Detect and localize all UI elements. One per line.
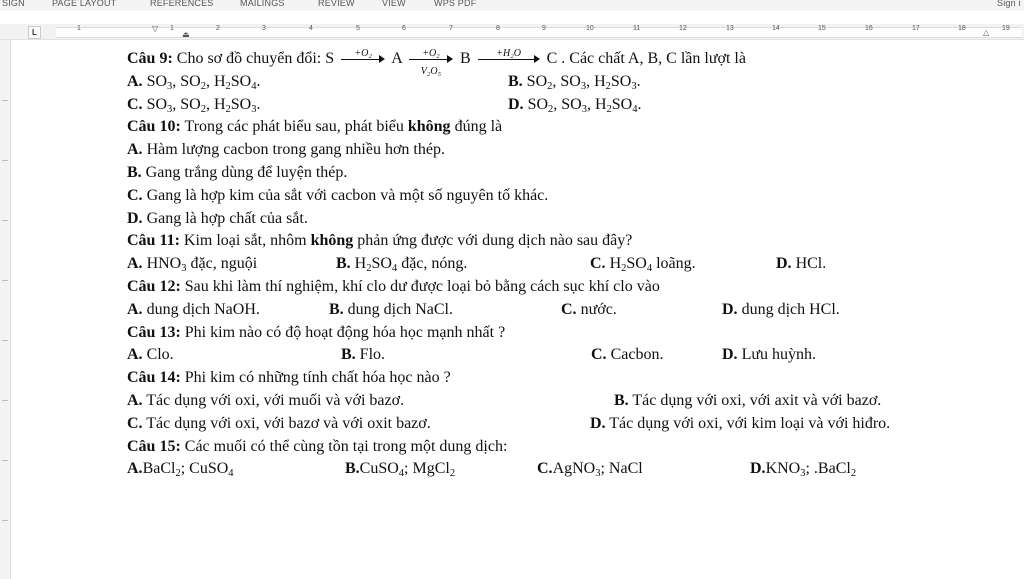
- option-d: D. $SO_2$, $SO_3$, $H_2SO_4$.: [508, 95, 642, 115]
- tab-references[interactable]: REFERENCES: [150, 0, 214, 8]
- reaction-arrow: [409, 48, 453, 78]
- question-12-stem: [127, 276, 1017, 299]
- option-a: A.BaCl$_2$; CuSO$_4$: [127, 460, 234, 480]
- ruler-number: 4: [309, 25, 313, 32]
- ruler-number: 12: [679, 25, 687, 32]
- question-label: Câu 14:: [127, 369, 181, 387]
- right-indent-icon[interactable]: △: [983, 28, 990, 37]
- question-label: Câu 9:: [127, 50, 173, 67]
- option-d: D. dung dịch HCl.: [722, 300, 840, 318]
- question-text: C . Các chất A, B, C lần lượt là: [546, 50, 746, 67]
- reaction-arrow: [478, 48, 540, 66]
- ruler-number: 6: [402, 25, 406, 32]
- arrow-reagent: +H₂O: [496, 48, 521, 60]
- horizontal-ruler[interactable]: [0, 24, 1024, 40]
- ruler-number: 16: [865, 25, 873, 32]
- sign-in-link[interactable]: Sign i: [997, 0, 1021, 8]
- question-11-options: [127, 253, 1017, 276]
- question-text: Trong các phát biểu sau, phát biểu: [184, 118, 404, 136]
- ruler-number: 8: [496, 25, 500, 32]
- tab-page-layout[interactable]: PAGE LAYOUT: [52, 0, 117, 8]
- question-label: Câu 15:: [127, 437, 181, 455]
- question-15-options: [127, 458, 1017, 481]
- ruler-number: 3: [262, 25, 266, 32]
- tab-review[interactable]: REVIEW: [318, 0, 355, 8]
- tab-wps-pdf[interactable]: WPS PDF: [434, 0, 477, 8]
- question-text: Phi kim nào có độ hoạt động hóa học mạnh nhất ?: [184, 323, 506, 341]
- first-line-indent-icon[interactable]: ▽: [152, 24, 159, 33]
- question-label: Câu 10:: [127, 118, 181, 136]
- question-text: Sau khi làm thí nghiệm, khí clo dư được loại bỏ bằng cách sục khí clo vào: [184, 277, 660, 295]
- question-text: Kim loại sắt, nhôm: [183, 232, 307, 250]
- question-14-options-row-2: [127, 413, 1017, 436]
- ruler-number: 15: [818, 25, 826, 32]
- question-text: Cho sơ đồ chuyển đổi: S: [176, 50, 335, 67]
- ruler-number: 7: [449, 25, 453, 32]
- option-c: C. $SO_3$, $SO_2$, $H_2SO_3$.: [127, 95, 261, 115]
- question-text: Phi kim có những tính chất hóa học nào ?: [184, 369, 451, 387]
- emphasis-text: không: [310, 232, 354, 250]
- ruler-number: 9: [542, 25, 546, 32]
- option-c: C. $H_2SO_4$ loãng.: [590, 255, 696, 275]
- question-10-stem: [127, 116, 1017, 139]
- arrow-reagent: +O₂: [354, 48, 372, 60]
- ruler-number: 10: [586, 25, 594, 32]
- question-label: Câu 13:: [127, 323, 181, 341]
- question-text: đúng là: [454, 118, 503, 136]
- question-9-stem: [127, 48, 1017, 78]
- tab-stop-selector[interactable]: L: [28, 26, 41, 39]
- question-15-stem: [127, 436, 1017, 459]
- reaction-arrow: [341, 48, 385, 66]
- option-a: A. $HNO_3$ đặc, nguội: [127, 255, 258, 275]
- ruler-number: 1: [77, 25, 81, 32]
- question-text: Các muối có thể cùng tồn tại trong một dung dịch:: [184, 437, 508, 455]
- option-a: A. Clo.: [127, 346, 174, 364]
- vertical-ruler[interactable]: [0, 40, 11, 579]
- ruler-number: 19: [1002, 25, 1010, 32]
- question-label: Câu 12:: [127, 277, 181, 295]
- question-13-options: [127, 344, 1017, 367]
- option-c: C. nước.: [561, 300, 617, 318]
- ribbon-tab-bar: [0, 0, 1024, 11]
- option-a: A. Hàm lượng cacbon trong gang nhiều hơn thép.: [127, 141, 445, 159]
- ruler-number: 11: [633, 25, 641, 32]
- option-d: D. Gang là hợp chất của sắt.: [127, 209, 308, 227]
- option-b: B. dung dịch NaCl.: [329, 300, 453, 318]
- node-a: A: [391, 50, 402, 67]
- question-9-options-row-1: [127, 71, 1017, 94]
- option-b: B. Flo.: [341, 346, 386, 364]
- question-14-stem: [127, 367, 1017, 390]
- question-12-options: [127, 299, 1017, 322]
- ruler-number: 14: [772, 25, 780, 32]
- option-b: B.CuSO$_4$; MgCl$_2$: [345, 460, 456, 480]
- option-b: B. $SO_2$, $SO_3$, $H_2SO_3$.: [508, 72, 641, 92]
- option-c: C.AgNO$_3$; NaCl: [537, 460, 643, 480]
- question-11-stem: [127, 230, 1017, 253]
- question-14-options-row-1: [127, 390, 1017, 413]
- option-a: A. Tác dụng với oxi, với muối và với bazơ.: [127, 391, 405, 409]
- arrow-reagent: +O₂: [422, 48, 440, 60]
- arrow-catalyst: V₂O₅: [420, 66, 442, 78]
- ruler-number: 2: [216, 25, 220, 32]
- option-c: C. Cacbon.: [591, 346, 664, 364]
- ruler-track: [56, 27, 1022, 38]
- option-b: B. Gang trắng dùng để luyện thép.: [127, 163, 348, 181]
- option-d: D. Tác dụng với oxi, với kim loại và với hiđro.: [590, 414, 891, 432]
- option-b: B. $H_2SO_4$ đặc, nóng.: [336, 255, 468, 275]
- question-9-options-row-2: [127, 94, 1017, 117]
- ruler-number: 5: [356, 25, 360, 32]
- option-a: A. $SO_3$, $SO_2$, $H_2SO_4$.: [127, 72, 261, 92]
- option-b: B. Tác dụng với oxi, với axit và với bazơ.: [614, 391, 882, 409]
- ruler-number: 13: [726, 25, 734, 32]
- tab-mailings[interactable]: MAILINGS: [240, 0, 285, 8]
- node-b: B: [459, 50, 471, 67]
- question-13-stem: [127, 322, 1017, 345]
- option-d: $D.KNO_3$; .BaCl$_2$: [750, 460, 857, 480]
- tab-design[interactable]: SIGN: [2, 0, 25, 8]
- option-d: D. Lưu huỳnh.: [722, 346, 817, 364]
- option-c: C. Gang là hợp kim của sắt với cacbon và một số nguyên tố khác.: [127, 186, 549, 204]
- question-text: phản ứng được với dung dịch nào sau đây?: [357, 232, 633, 250]
- emphasis-text: không: [407, 118, 451, 136]
- option-d: D. HCl.: [776, 255, 827, 273]
- ruler-number: 17: [912, 25, 920, 32]
- option-a: A. dung dịch NaOH.: [127, 300, 260, 318]
- tab-view[interactable]: VIEW: [382, 0, 406, 8]
- left-indent-icon[interactable]: ⏏: [182, 30, 190, 39]
- ruler-number: 18: [958, 25, 966, 32]
- ruler-number: 1: [170, 25, 174, 32]
- question-label: Câu 11:: [127, 232, 180, 250]
- document-page[interactable]: [127, 48, 1017, 481]
- option-c: C. Tác dụng với oxi, với bazơ và với oxit bazơ.: [127, 414, 431, 432]
